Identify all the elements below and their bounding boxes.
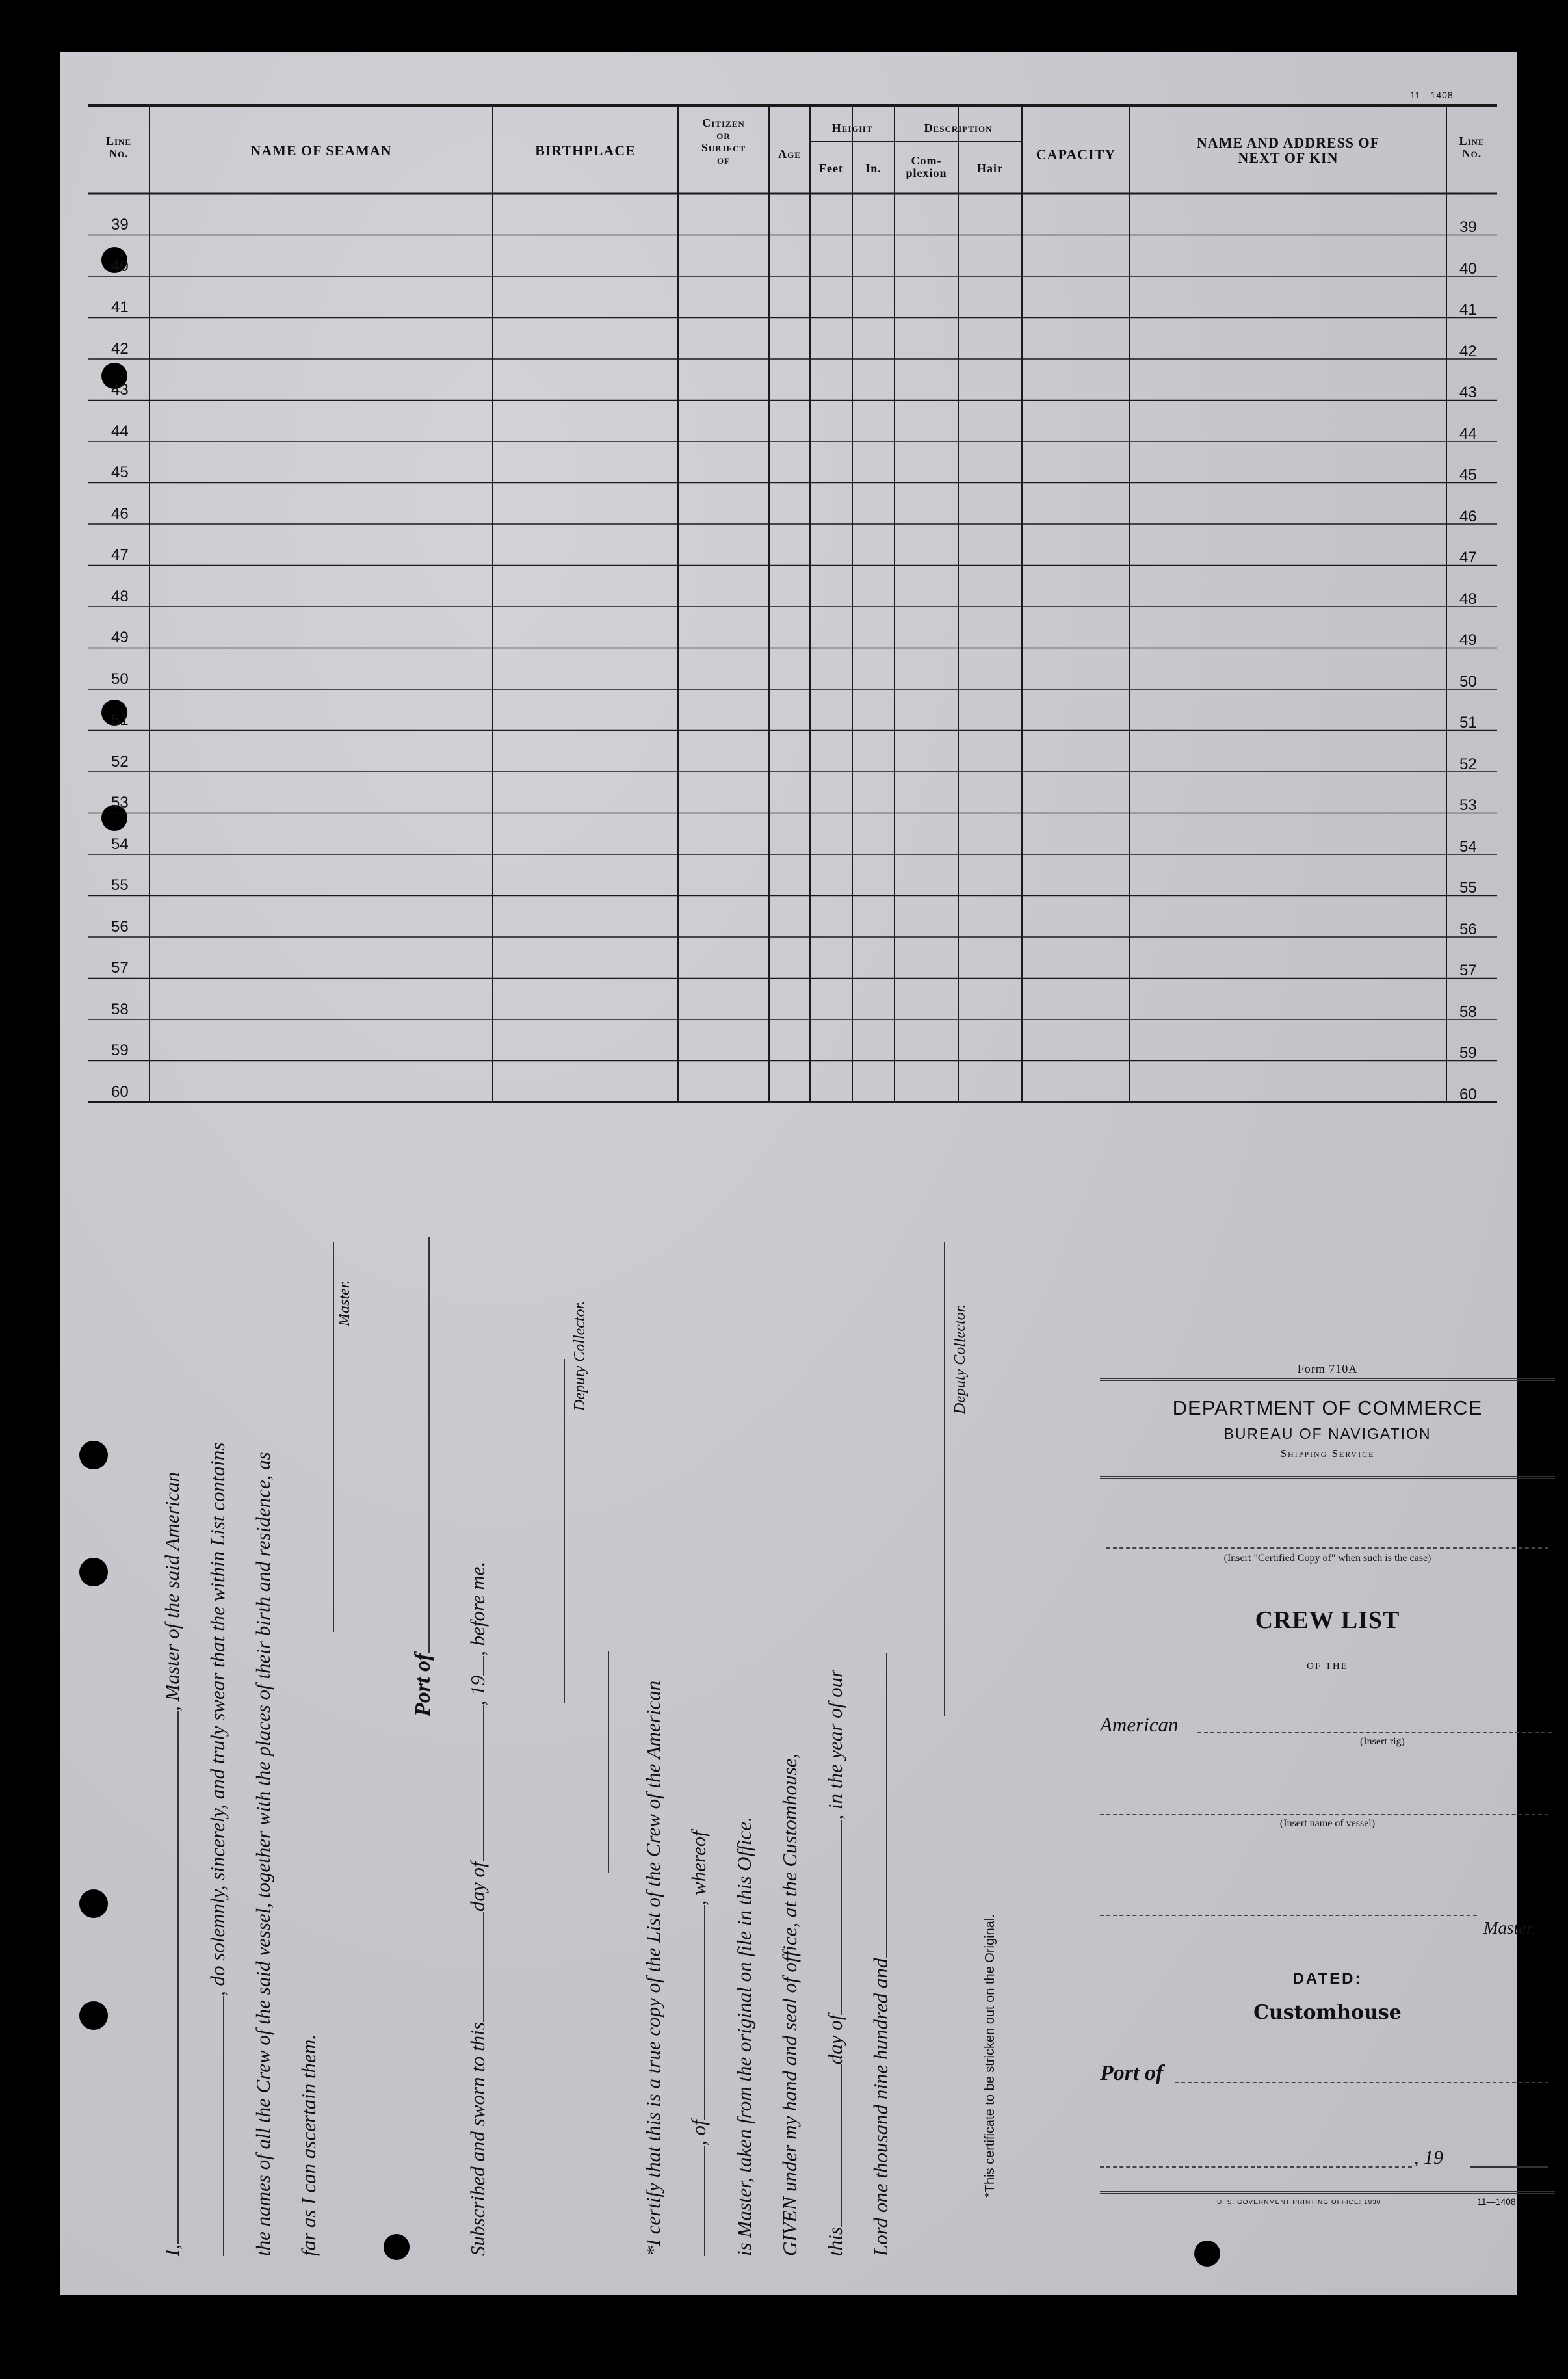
line-number-right: 56 (1459, 920, 1477, 938)
header-name-of-seaman: NAME OF SEAMAN (250, 142, 392, 159)
insert-rig-note: (Insert rig) (1360, 1736, 1405, 1747)
header-complexion: Com- plexion (906, 154, 947, 179)
line-number-left: 41 (111, 298, 129, 316)
line-number-right: 44 (1459, 425, 1477, 443)
line-number-left: 39 (111, 216, 129, 233)
printing-office-note: U. S. GOVERNMENT PRINTING OFFICE: 1930 (1217, 2199, 1381, 2206)
port-of-panel-line (1175, 2082, 1548, 2083)
line-number-right: 54 (1459, 837, 1477, 856)
crew-list-sheet (60, 52, 1536, 2295)
service-title: Shipping Service (1280, 1447, 1375, 1460)
separator-line (608, 1651, 609, 1873)
line-number-right: 52 (1459, 755, 1477, 773)
year-line (1470, 2166, 1548, 2168)
line-number-right: 48 (1459, 590, 1477, 608)
line-number-right: 60 (1459, 1085, 1477, 1103)
vessel-name-line (1100, 1814, 1548, 1815)
header-line-no: Line No. (105, 135, 132, 160)
line-number-left: 57 (111, 959, 129, 977)
header-citizen: Citizen or Subject of (701, 116, 746, 166)
table-grid (88, 103, 1497, 1174)
oath-line-3: the names of all the Crew of the said vessel, together with the places of their birth and residence, as (252, 1452, 274, 2256)
header-inches: In. (865, 162, 882, 175)
certificate-line-6: Lord one thousand nine hundred and (869, 1653, 893, 2256)
punch-hole (1194, 2241, 1220, 2267)
port-of-block: Port of (411, 1237, 436, 1716)
master-label-panel: Master. (1483, 1918, 1536, 1938)
certificate-line-4: GIVEN under my hand and seal of office, at the Customhouse, (778, 1753, 801, 2256)
line-number-left: 52 (111, 752, 129, 770)
header-hair: Hair (977, 162, 1003, 175)
line-number-left: 48 (111, 587, 129, 605)
line-number-left: 54 (111, 835, 129, 853)
line-number-left: 50 (111, 670, 129, 688)
line-number-right: 45 (1459, 466, 1477, 484)
punch-hole (79, 1558, 108, 1586)
line-number-left: 55 (111, 876, 129, 894)
line-number-left: 49 (111, 629, 129, 646)
line-number-right: 53 (1459, 796, 1477, 814)
master-signature-line (333, 1242, 334, 1632)
punch-hole (79, 2001, 108, 2030)
line-number-right: 41 (1459, 301, 1477, 319)
subscribed-line: Subscribed and sworn to thisday of, 19, before me. (466, 1561, 489, 2256)
line-number-right: 46 (1459, 507, 1477, 525)
oath-line-4: far as I can ascertain them. (297, 2034, 320, 2256)
form-code-top: 11—1408 (1410, 90, 1454, 100)
certificate-footnote: *This certificate to be stricken out on the Original. (983, 1914, 997, 2198)
certificate-line-2: , of, whereof (687, 1831, 711, 2256)
of-the-label: OF THE (1307, 1661, 1348, 1672)
header-capacity: CAPACITY (1036, 146, 1116, 163)
insert-certified-note: (Insert "Certified Copy of" when such is the case) (1223, 1553, 1431, 1564)
header-description: Description (924, 122, 993, 135)
header-age: Age (778, 148, 801, 161)
bureau-title: BUREAU OF NAVIGATION (1223, 1425, 1431, 1442)
panel-rule-top (1100, 1378, 1555, 1381)
punch-hole (79, 1889, 108, 1918)
panel-rule-bottom (1100, 2191, 1555, 2194)
line-number-right: 40 (1459, 259, 1477, 278)
date-line (1100, 2166, 1412, 2168)
line-number-left: 60 (111, 1083, 129, 1101)
line-number-left: 56 (111, 917, 129, 936)
line-number-right: 39 (1459, 218, 1477, 236)
line-number-left: 58 (111, 1000, 129, 1018)
line-number-right: 55 (1459, 879, 1477, 897)
crew-list-title: CREW LIST (1255, 1607, 1400, 1634)
deputy-collector-signature-line (564, 1359, 565, 1703)
department-title: DEPARTMENT OF COMMERCE (1172, 1397, 1483, 1419)
form-number: Form 710A (1297, 1362, 1358, 1375)
punch-hole (79, 1441, 108, 1469)
panel-rule-2 (1100, 1476, 1555, 1479)
line-number-left: 47 (111, 546, 129, 564)
certificate-line-1: *I certify that this is a true copy of the List of the Crew of the American (642, 1680, 664, 2256)
crew-table (88, 103, 1497, 1174)
line-number-left: 40 (111, 257, 129, 275)
dated-label: DATED: (1292, 1970, 1363, 1988)
line-number-right: 50 (1459, 672, 1477, 690)
certificate-deputy-signature-line (944, 1242, 945, 1716)
line-number-left: 42 (111, 339, 129, 358)
header-line-no-right: Line No. (1459, 135, 1485, 160)
certificate-deputy-label: Deputy Collector. (952, 1304, 969, 1414)
header-birthplace: BIRTHPLACE (535, 142, 636, 159)
oath-line-1: I,, Master of the said American (161, 1471, 183, 2256)
certified-copy-line (1106, 1547, 1548, 1549)
header-feet: Feet (819, 162, 843, 175)
port-of-panel-label: Port of (1100, 2061, 1164, 2085)
rig-line (1197, 1732, 1552, 1733)
line-number-left: 43 (111, 381, 129, 399)
master-name-line (1100, 1915, 1477, 1916)
line-number-right: 51 (1459, 714, 1477, 731)
certificate-line-5: thisday of, in the year of our (824, 1669, 846, 2256)
form-code-bottom: 11—1408 (1477, 2196, 1516, 2207)
line-number-right: 43 (1459, 384, 1477, 401)
line-number-left: 59 (111, 1042, 129, 1059)
certificate-line-3: is Master, taken from the original on file in this Office. (733, 1817, 755, 2256)
header-next-of-kin: NAME AND ADDRESS OF NEXT OF KIN (1196, 135, 1380, 166)
line-number-right: 47 (1459, 549, 1477, 566)
line-number-left: 44 (111, 422, 129, 440)
header-height: Height (831, 122, 873, 135)
insert-vessel-note: (Insert name of vessel) (1279, 1818, 1376, 1829)
line-number-right: 42 (1459, 342, 1477, 360)
deputy-collector-label: Deputy Collector. (571, 1300, 588, 1411)
line-number-left: 46 (111, 505, 129, 523)
line-number-left: 53 (111, 794, 129, 811)
line-number-right: 49 (1459, 631, 1477, 649)
master-label: Master. (336, 1280, 353, 1326)
line-number-right: 58 (1459, 1003, 1477, 1021)
line-number-left: 45 (111, 464, 129, 481)
line-number-right: 59 (1459, 1044, 1477, 1062)
punch-hole (384, 2234, 410, 2260)
american-label: American (1100, 1713, 1179, 1736)
year-19-label: , 19 (1414, 2147, 1443, 2168)
customhouse-label: Customhouse (1253, 2001, 1402, 2024)
line-number-left: 51 (111, 711, 129, 729)
line-number-right: 57 (1459, 962, 1477, 979)
oath-line-2: , do solemnly, sincerely, and truly swear that the within List contains (206, 1443, 229, 2256)
